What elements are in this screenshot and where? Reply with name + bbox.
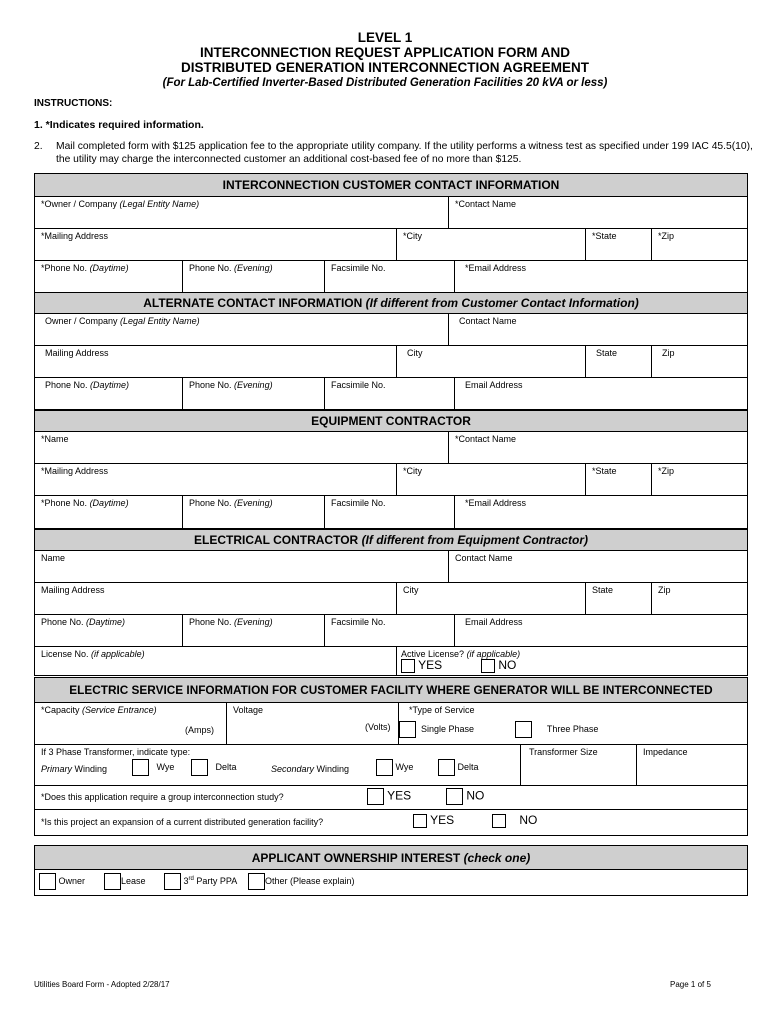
contact-name-field[interactable]: *Contact Name [455,434,517,444]
phone-day-field[interactable]: Phone No. (Daytime) [35,378,183,409]
electrical-contractor-section [34,529,748,676]
checkbox-icon[interactable] [248,873,265,890]
amps-unit: (Amps) [185,725,214,735]
contact-name-field[interactable]: Contact Name [459,316,517,326]
expansion-yes-option[interactable]: YES [413,813,454,828]
row-name [35,551,747,583]
group-no-option[interactable]: NO [446,788,484,805]
third-party-ppa-option[interactable]: 3rd Party PPA [164,873,237,890]
state-field[interactable]: State [586,583,652,614]
row-phone [35,496,747,528]
row-group-study [35,786,747,810]
phone-evening-field[interactable]: Phone No. (Evening) [183,496,325,528]
type-of-service-field: *Type of Service Single Phase Three Phase [399,703,747,744]
instruction-2 [34,140,754,166]
email-field[interactable]: Email Address [465,617,523,627]
row-name [35,432,747,464]
secondary-delta-option[interactable]: Delta [438,759,479,776]
checkbox-icon[interactable] [438,759,455,776]
transformer-type-field: If 3 Phase Transformer, indicate type: Primary Winding Wye Delta Secondary Winding Wye Delta [35,745,521,785]
instruction-2-number: 2. [34,141,43,152]
checkbox-icon[interactable] [104,873,121,890]
phone-day-field[interactable]: Phone No. (Daytime) [35,615,183,646]
row-expansion [35,810,747,835]
checkbox-icon[interactable] [492,814,506,828]
equipment-contractor-section [34,410,748,529]
secondary-wye-option[interactable]: Wye [376,759,413,776]
row-address [35,583,747,615]
zip-field[interactable]: *Zip [658,231,675,241]
instruction-2-text: Mail completed form with $125 application fee to the appropriate utility company. If the utility performs a witness test as specified under 199 IAC 45.5(10), the utility may charge the interconnected customer an additional cost-based fee of no more than $125. [56,141,753,165]
phone-evening-field[interactable]: Phone No. (Evening) [183,615,325,646]
contact-name-field[interactable]: *Contact Name [455,199,517,209]
three-phase-option[interactable]: Three Phase [515,721,598,738]
row-address [35,464,747,496]
checkbox-icon[interactable] [446,788,463,805]
active-yes-option[interactable]: YES [401,658,442,673]
group-yes-option[interactable]: YES [367,788,411,805]
fax-field[interactable]: Facsimile No. [325,615,455,646]
lease-option[interactable]: Lease [104,873,146,890]
phone-day-field[interactable]: *Phone No. (Daytime) [35,261,183,292]
checkbox-icon[interactable] [164,873,181,890]
zip-field[interactable]: Zip [658,585,671,595]
mailing-address-field[interactable]: Mailing Address [35,346,397,377]
city-field[interactable]: City [397,583,586,614]
row-capacity [35,703,747,745]
checkbox-icon[interactable] [39,873,56,890]
mailing-address-field[interactable]: Mailing Address [35,583,397,614]
zip-field[interactable]: Zip [662,348,675,358]
row-license [35,647,747,675]
row-transformer [35,745,747,786]
license-field[interactable]: License No. (if applicable) [35,647,397,675]
owner-option[interactable]: Owner [39,873,85,890]
row-owner [35,314,747,346]
email-field[interactable]: *Email Address [465,498,527,508]
row-owner [35,197,747,229]
electric-service-section [34,677,748,836]
subtitle: (For Lab-Certified Inverter-Based Distributed Generation Facilities 20 kVA or less) [162,77,608,89]
instructions-heading: INSTRUCTIONS: [34,98,113,109]
city-field[interactable]: City [397,346,586,377]
section-header: INTERCONNECTION CUSTOMER CONTACT INFORMATION [35,174,747,197]
expansion-no-option[interactable]: NO [492,813,537,828]
other-option[interactable]: Other (Please explain) [248,873,355,890]
checkbox-icon[interactable] [401,659,415,673]
state-field[interactable]: *State [586,229,652,260]
single-phase-option[interactable]: Single Phase [399,721,474,738]
row-address [35,346,747,378]
zip-field[interactable]: *Zip [658,466,675,476]
ownership-section [34,845,748,896]
checkbox-icon[interactable] [481,659,495,673]
section-header: APPLICANT OWNERSHIP INTEREST (check one) [35,846,747,870]
section-header: EQUIPMENT CONTRACTOR [35,411,747,432]
instruction-1: 1. *Indicates required information. [34,119,204,131]
row-phone [35,615,747,647]
checkbox-icon[interactable] [413,814,427,828]
phone-day-field[interactable]: *Phone No. (Daytime) [35,496,183,528]
mailing-address-field[interactable]: *Mailing Address [35,464,397,495]
contact-name-field[interactable]: Contact Name [455,553,513,563]
section-header: ELECTRICAL CONTRACTOR (If different from Equipment Contractor) [35,530,747,551]
impedance-field[interactable]: Impedance [643,747,688,757]
footer-form-info: Utilities Board Form - Adopted 2/28/17 [34,980,170,989]
owner-field[interactable]: Owner / Company (Legal Entity Name) [35,314,449,345]
phone-evening-field[interactable]: Phone No. (Evening) [183,378,325,409]
expansion-question: *Is this project an expansion of a current distributed generation facility? YES NO [41,813,538,827]
capacity-field[interactable]: *Capacity (Service Entrance) (Amps) [35,703,227,744]
alternate-contact-section [34,292,748,410]
row-phone [35,378,747,409]
checkbox-icon[interactable] [191,759,208,776]
voltage-field[interactable]: Voltage (Volts) [227,703,399,744]
checkbox-icon[interactable] [132,759,149,776]
checkbox-icon[interactable] [367,788,384,805]
name-field[interactable]: *Name [35,432,449,463]
row-address [35,229,747,261]
group-study-question: *Does this application require a group interconnection study? YES NO [35,786,747,809]
title-line2: INTERCONNECTION REQUEST APPLICATION FORM AND [200,45,570,60]
state-field[interactable]: *State [586,464,652,495]
city-field[interactable]: *City [397,464,586,495]
email-field[interactable]: *Email Address [465,263,527,273]
owner-field[interactable]: *Owner / Company (Legal Entity Name) [35,197,449,228]
section-header: ELECTRIC SERVICE INFORMATION FOR CUSTOMER FACILITY WHERE GENERATOR WILL BE INTERCONNECTED [35,678,747,703]
phone-evening-field[interactable]: Phone No. (Evening) [183,261,325,292]
footer-page-number: Page 1 of 5 [670,980,711,989]
fax-field[interactable]: Facsimile No. [325,496,455,528]
fax-field[interactable]: Facsimile No. [325,261,455,292]
email-field[interactable]: Email Address [465,380,523,390]
active-no-option[interactable]: NO [481,658,516,673]
mailing-address-field[interactable]: *Mailing Address [35,229,397,260]
title-line3: DISTRIBUTED GENERATION INTERCONNECTION AGREEMENT [180,60,589,75]
primary-wye-option[interactable]: Wye [132,759,174,776]
customer-contact-section [34,173,748,293]
owner-note: (Legal Entity Name) [119,199,200,209]
name-field[interactable]: Name [35,551,449,582]
row-phone [35,261,747,292]
active-license-field: Active License? (if applicable) YES NO [401,649,521,672]
section-header: ALTERNATE CONTACT INFORMATION (If different from Customer Contact Information) [35,293,747,314]
checkbox-icon[interactable] [515,721,532,738]
fax-field[interactable]: Facsimile No. [325,378,455,409]
checkbox-icon[interactable] [376,759,393,776]
checkbox-icon[interactable] [399,721,416,738]
transformer-size-field[interactable]: Transformer Size [521,745,637,785]
state-field[interactable]: State [586,346,652,377]
city-field[interactable]: *City [397,229,586,260]
row-ownership-options [35,870,747,895]
volts-unit: (Volts) [365,722,391,732]
primary-delta-option[interactable]: Delta [191,759,237,776]
title-level: LEVEL 1 [357,30,413,45]
